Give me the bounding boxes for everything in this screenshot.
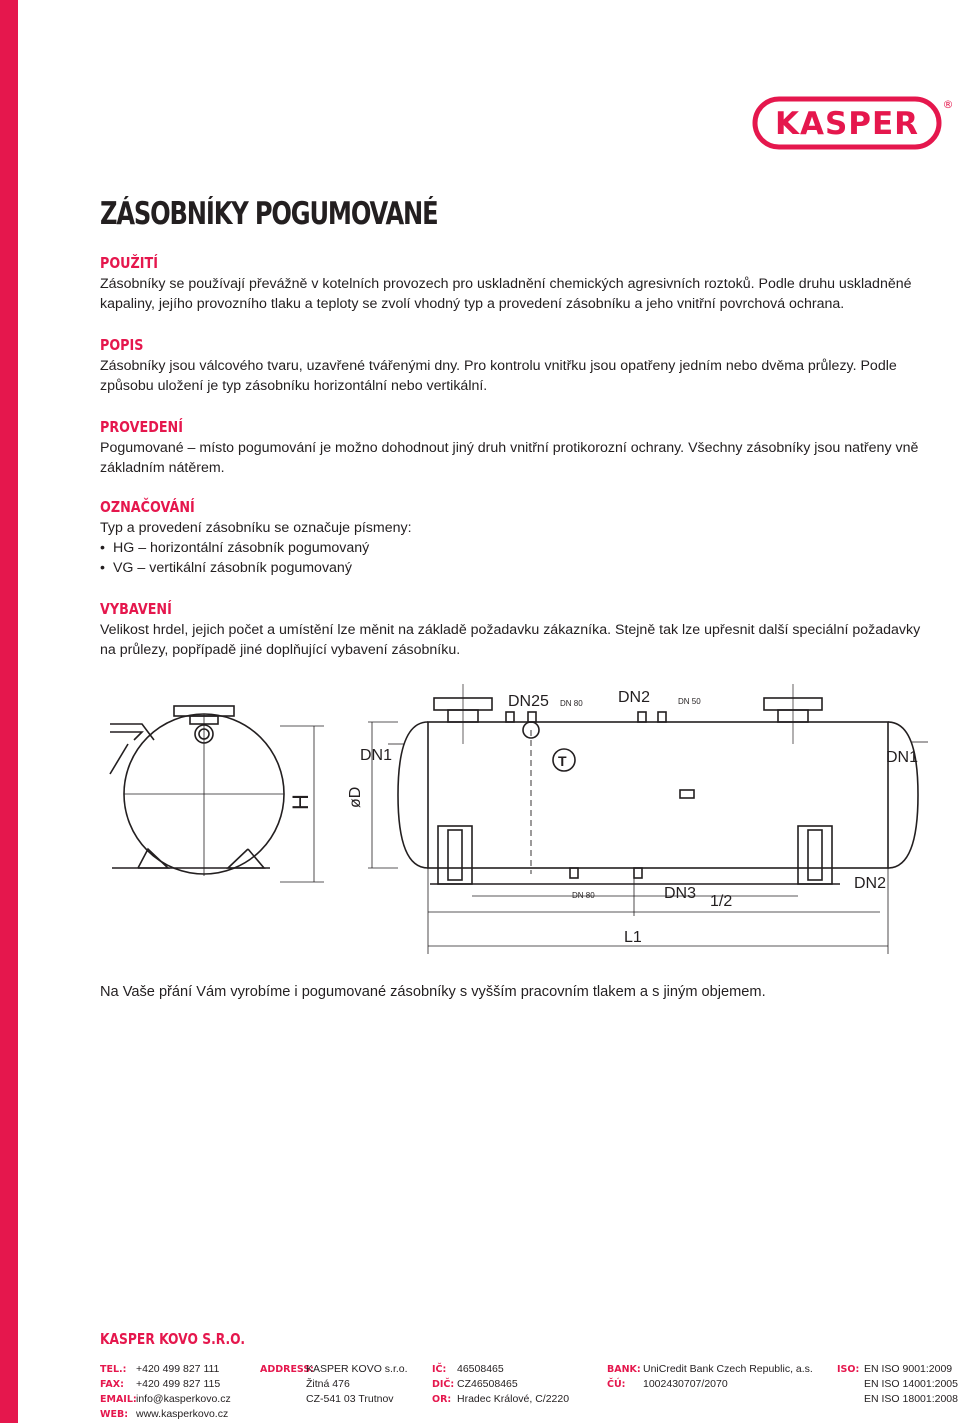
phone-number: +420 499 827 111 bbox=[136, 1363, 220, 1375]
section-heading: VYBAVENÍ bbox=[100, 600, 172, 618]
label-half: 1/2 bbox=[710, 893, 733, 910]
iso-cert: EN ISO 9001:2009 bbox=[864, 1363, 953, 1375]
label-dn3: DN3 bbox=[664, 885, 697, 902]
list-item: • VG – vertikální zásobník pogumovaný bbox=[100, 558, 930, 578]
label-od: øD bbox=[347, 786, 364, 808]
footer-contact bbox=[100, 1362, 231, 1422]
label-t: T bbox=[558, 753, 567, 769]
footer-label: EMAIL: bbox=[100, 1394, 137, 1405]
label-l1: L1 bbox=[624, 929, 642, 946]
fax-number: +420 499 827 115 bbox=[136, 1378, 221, 1390]
footer-label: ČÚ: bbox=[607, 1379, 626, 1390]
web-link[interactable]: www.kasperkovo.cz bbox=[136, 1408, 229, 1420]
section-text: Zásobníky jsou válcového tvaru, uzavřené tvářenými dny. Pro kontrolu vnitřku jsou opatřeny jedním nebo dvěma průlezy. Podle způsobu uložení je typ zásobníku horizontální nebo vertikální. bbox=[100, 358, 897, 394]
address-line: KASPER KOVO s.r.o. bbox=[306, 1363, 408, 1375]
label-dn1-right: DN1 bbox=[886, 749, 919, 766]
label-dn25: DN25 bbox=[508, 693, 549, 710]
section-heading: OZNAČOVÁNÍ bbox=[100, 498, 195, 516]
type-list bbox=[100, 538, 930, 578]
drawing-labels bbox=[347, 689, 918, 946]
logo-text: KASPER bbox=[774, 106, 920, 142]
dim-label-h: H bbox=[288, 794, 313, 810]
section-heading: PROVEDENÍ bbox=[100, 418, 183, 436]
footer-label: OR: bbox=[432, 1394, 452, 1405]
footer-label: FAX: bbox=[100, 1379, 124, 1390]
label-dn1-left: DN1 bbox=[360, 747, 393, 764]
footer-company: KASPER KOVO S.R.O. bbox=[100, 1330, 245, 1348]
section-heading: POPIS bbox=[100, 336, 144, 354]
section-pouziti bbox=[100, 254, 930, 314]
registered-mark: ® bbox=[942, 98, 954, 111]
page-title: ZÁSOBNÍKY POGUMOVANÉ bbox=[100, 196, 438, 232]
bank-name: UniCredit Bank Czech Republic, a.s. bbox=[643, 1363, 813, 1375]
iso-cert: EN ISO 18001:2008 bbox=[864, 1393, 958, 1405]
footer-label: BANK: bbox=[607, 1364, 641, 1375]
kasper-logo bbox=[752, 96, 952, 156]
iso-cert: EN ISO 14001:2005 bbox=[864, 1378, 958, 1390]
list-item: • HG – horizontální zásobník pogumovaný bbox=[100, 538, 930, 558]
tank-technical-drawing bbox=[98, 684, 958, 954]
section-oznacovani bbox=[100, 498, 930, 578]
closing-note: Na Vaše přání Vám vyrobíme i pogumované zásobníky s vyšším pracovním tlakem a s jiným objemem. bbox=[100, 984, 766, 1000]
account-number: 1002430707/2070 bbox=[643, 1378, 728, 1390]
footer-label: IČ: bbox=[432, 1364, 447, 1375]
section-vybaveni bbox=[100, 600, 930, 660]
label-dn2-right: DN2 bbox=[854, 875, 887, 892]
footer-iso bbox=[837, 1362, 958, 1407]
address-line: CZ-541 03 Trutnov bbox=[306, 1393, 394, 1405]
label-dn80-bottom: DN 80 bbox=[572, 891, 595, 900]
label-dn80-top: DN 80 bbox=[560, 699, 583, 708]
section-text: Pogumované – místo pogumování je možno dohodnout jiný druh vnitřní protikorozní ochrany. Všechny zásobníky jsou natřeny vně základním nátěrem. bbox=[100, 440, 919, 476]
footer-label: ADDRESS: bbox=[260, 1364, 314, 1375]
email-link[interactable]: info@kasperkovo.cz bbox=[136, 1393, 231, 1405]
section-heading: POUŽITÍ bbox=[100, 254, 158, 272]
footer-label: DIČ: bbox=[432, 1379, 455, 1390]
label-dn50: DN 50 bbox=[678, 697, 701, 706]
address-line: Žitná 476 bbox=[306, 1378, 350, 1390]
footer-label: ISO: bbox=[837, 1364, 860, 1375]
section-text: Velikost hrdel, jejich počet a umístění lze měnit na základě požadavku zákazníka. Stejně tak lze upřesnit další speciální požadavky na průlezy, popřípadě jiné doplňující vybavení zásobníku. bbox=[100, 622, 921, 658]
ic-value: 46508465 bbox=[457, 1363, 504, 1375]
footer-label: TEL.: bbox=[100, 1364, 127, 1375]
footer-address bbox=[260, 1362, 408, 1407]
footer-ids bbox=[432, 1362, 569, 1407]
section-text: Typ a provedení zásobníku se označuje písmeny: bbox=[100, 520, 412, 536]
tank-front-view bbox=[368, 684, 928, 954]
footer-label: WEB: bbox=[100, 1409, 129, 1420]
section-popis bbox=[100, 336, 930, 396]
footer-bank bbox=[607, 1362, 813, 1392]
side-accent-bar bbox=[0, 0, 18, 1423]
label-dn2-top: DN2 bbox=[618, 689, 651, 706]
dic-value: CZ46508465 bbox=[457, 1378, 518, 1390]
or-value: Hradec Králové, C/2220 bbox=[457, 1393, 570, 1405]
tank-side-view bbox=[110, 706, 324, 882]
section-text: Zásobníky se používají převážně v kotelních provozech pro uskladnění chemických agresivních roztoků. Podle druhu uskladněné kapaliny, jejího provozního tlaku a teploty se zvolí vhodný typ a provedení zásobníku a jeho vnitřní povrchová ochrana. bbox=[100, 276, 912, 312]
section-provedeni bbox=[100, 418, 930, 478]
